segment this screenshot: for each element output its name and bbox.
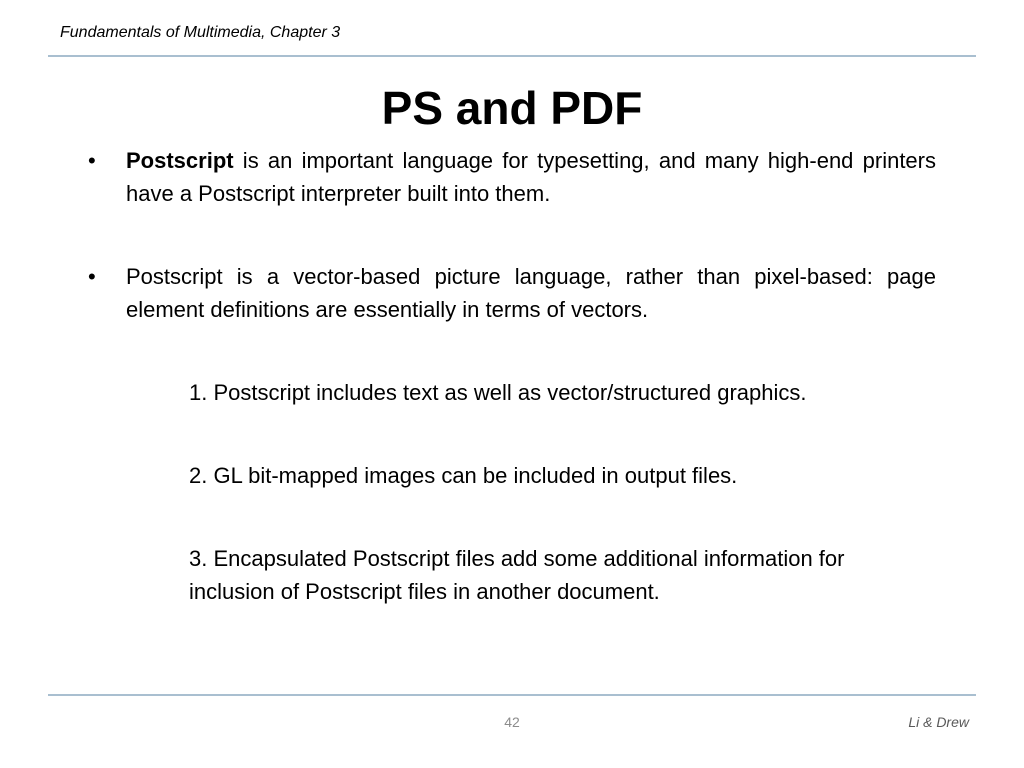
bullet-item <box>88 144 936 210</box>
numbered-item: 1. Postscript includes text as well as vector/structured graphics. <box>189 380 807 405</box>
bullet-item <box>88 260 936 326</box>
slide-content <box>88 144 936 608</box>
bullet-marker: • <box>88 148 96 173</box>
numbered-item: 2. GL bit-mapped images can be included in output files. <box>189 463 738 488</box>
page-number: 42 <box>504 714 520 730</box>
slide-title: PS and PDF <box>381 82 643 134</box>
footer-authors: Li & Drew <box>908 714 969 730</box>
bullet-text: Postscript is a vector-based picture language, rather than pixel-based: page element definitions are essentially in terms of vectors. <box>126 264 936 322</box>
footer-divider <box>48 694 976 696</box>
numbered-item: 3. Encapsulated Postscript files add some additional information for inclusion of Postscript files in another document. <box>189 546 845 604</box>
bullet-bold-lead: Postscript <box>126 148 234 173</box>
bullet-marker: • <box>88 264 96 289</box>
bullet-text <box>126 144 936 210</box>
header-title: Fundamentals of Multimedia, Chapter 3 <box>60 24 341 41</box>
header-divider <box>48 55 976 57</box>
bullet-body: is an important language for typesetting, and many high-end printers have a Postscript interpreter built into them. <box>126 148 936 206</box>
